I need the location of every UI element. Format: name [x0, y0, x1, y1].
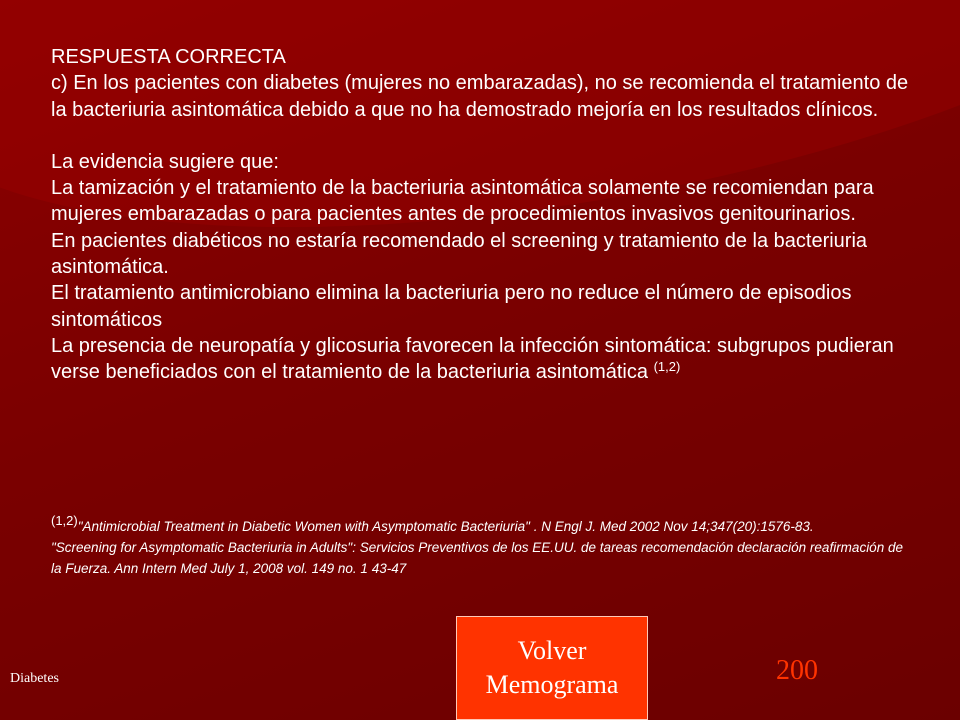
evidence-item-neuropathy — [51, 333, 911, 386]
citation-superscript: (1,2) — [653, 359, 681, 375]
slide-number: 200 — [776, 655, 818, 686]
reference-marker: (1,2) — [51, 513, 78, 528]
references — [51, 513, 911, 579]
reference-2: "Screening for Asymptomatic Bacteriuria in Adults": Servicios Preventivos de los EE.UU. de tareas recomendación declaración reafirmación de la Fuerza. Ann Intern Med July 1, 2008 vol. 149 no. 1 43-47 — [51, 540, 903, 576]
evidence-neuropathy-text: La presencia de neuropatía y glicosuria favorecen la infección sintomática: subgrupos pudieran verse beneficiados con el tratamiento de la bacteriuria asintomática — [51, 334, 894, 384]
slide-body — [51, 44, 911, 386]
evidence-intro: La evidencia sugiere que: — [51, 150, 279, 173]
spacer — [51, 123, 911, 149]
answer-heading: RESPUESTA CORRECTA — [51, 46, 286, 68]
reference-1-text: "Antimicrobial Treatment in Diabetic Women with Asymptomatic Bacteriuria" . N Engl J. Med 2002 Nov 14;347(20):1576-83. — [77, 519, 814, 534]
section-label: Diabetes — [10, 671, 59, 686]
back-button-line2: Memograma — [485, 670, 619, 699]
evidence-item-screening: La tamización y el tratamiento de la bacteriuria asintomática solamente se recomiendan para mujeres embarazadas o para pacientes antes de procedimientos invasivos genitourinarios. — [51, 177, 874, 226]
evidence-item-treatment: El tratamiento antimicrobiano elimina la bacteriuria pero no reduce el número de episodios sintomáticos — [51, 282, 852, 331]
evidence-item-diabetics: En pacientes diabéticos no estaría recomendado el screening y tratamiento de la bacteriuria asintomática. — [51, 229, 868, 279]
back-button-line1: Volver — [517, 636, 587, 665]
answer-text: c) En los pacientes con diabetes (mujeres no embarazadas), no se recomienda el tratamiento de la bacteriuria asintomática debido a que no ha demostrado mejoría en los resultados clínicos. — [51, 72, 909, 121]
back-to-memogram-button[interactable] — [456, 616, 648, 720]
reference-1 — [51, 513, 911, 537]
